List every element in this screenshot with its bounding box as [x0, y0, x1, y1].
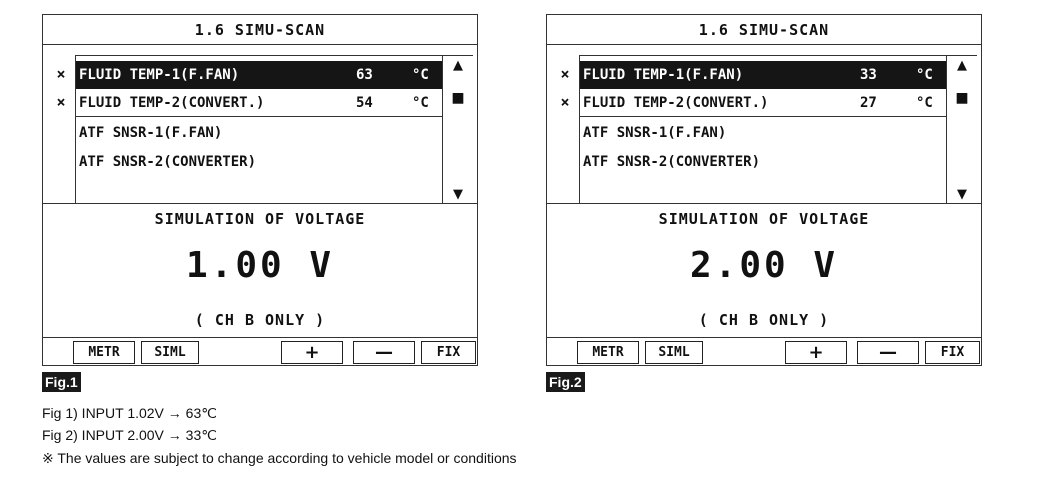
screen-title: 1.6 SIMU-SCAN [43, 15, 477, 45]
scanner-screen-fig2 [546, 14, 982, 366]
increase-button[interactable]: + [281, 341, 343, 364]
screen-title: 1.6 SIMU-SCAN [547, 15, 981, 45]
metr-button[interactable]: METR [577, 341, 639, 364]
list-item-fluid-temp-2[interactable] [580, 89, 946, 117]
list-item-fluid-temp-1[interactable] [76, 61, 442, 89]
scroll-up-icon[interactable]: ▲ [957, 58, 967, 73]
sensor-value: 54 [356, 95, 373, 111]
metr-button[interactable]: METR [73, 341, 135, 364]
sensor-name: ATF SNSR-2(CONVERTER) [79, 154, 257, 170]
selected-mark-icon: × [56, 65, 66, 83]
scrollbar[interactable] [946, 56, 977, 204]
list-item-atf-snsr-2[interactable] [580, 148, 946, 176]
list-item-atf-snsr-1[interactable] [580, 119, 946, 147]
channel-note: ( CH B ONLY ) [194, 311, 326, 329]
sensor-list-area [43, 45, 477, 204]
sensor-name: FLUID TEMP-1(F.FAN) [79, 67, 240, 83]
list-item-fluid-temp-2[interactable] [76, 89, 442, 117]
sensor-name: ATF SNSR-1(F.FAN) [583, 125, 727, 141]
siml-button[interactable]: SIML [141, 341, 199, 364]
sensor-list-area [547, 45, 981, 204]
scroll-thumb-icon[interactable]: ■ [451, 90, 465, 106]
scroll-thumb-icon[interactable]: ■ [955, 90, 969, 106]
sensor-name: FLUID TEMP-2(CONVERT.) [583, 95, 769, 111]
channel-note: ( CH B ONLY ) [698, 311, 830, 329]
list-item-atf-snsr-1[interactable] [76, 119, 442, 147]
scrollbar[interactable] [442, 56, 473, 204]
sensor-unit: °C [412, 67, 429, 83]
list-item-atf-snsr-2[interactable] [76, 148, 442, 176]
sensor-name: FLUID TEMP-2(CONVERT.) [79, 95, 265, 111]
increase-button[interactable]: + [785, 341, 847, 364]
caption-fig1: Fig 1) INPUT 1.02V → 63℃ [42, 405, 217, 421]
simulation-title: SIMULATION OF VOLTAGE [658, 210, 870, 228]
fix-button[interactable]: FIX [925, 341, 980, 364]
figure-label: Fig.1 [42, 372, 81, 392]
function-key-bar [43, 337, 477, 366]
caption-note: ※ The values are subject to change according to vehicle model or conditions [42, 450, 517, 466]
scanner-screen-fig1 [42, 14, 478, 366]
selected-mark-icon: × [560, 65, 570, 83]
sensor-unit: °C [916, 95, 933, 111]
sensor-unit: °C [916, 67, 933, 83]
selected-mark-icon: × [560, 93, 570, 111]
siml-button[interactable]: SIML [645, 341, 703, 364]
voltage-readout: 2.00 V [689, 245, 839, 286]
scroll-down-icon[interactable]: ▼ [957, 187, 967, 202]
voltage-readout: 1.00 V [185, 245, 335, 286]
fix-button[interactable]: FIX [421, 341, 476, 364]
scroll-up-icon[interactable]: ▲ [453, 58, 463, 73]
scroll-down-icon[interactable]: ▼ [453, 187, 463, 202]
sensor-value: 63 [356, 67, 373, 83]
function-key-bar [547, 337, 981, 366]
sensor-value: 33 [860, 67, 877, 83]
figure-label: Fig.2 [546, 372, 585, 392]
sensor-name: ATF SNSR-1(F.FAN) [79, 125, 223, 141]
list-item-fluid-temp-1[interactable] [580, 61, 946, 89]
simulation-title: SIMULATION OF VOLTAGE [154, 210, 366, 228]
decrease-button[interactable]: — [353, 341, 415, 364]
selected-mark-icon: × [56, 93, 66, 111]
sensor-name: ATF SNSR-2(CONVERTER) [583, 154, 761, 170]
sensor-list [579, 55, 977, 203]
sensor-list [75, 55, 473, 203]
sensor-name: FLUID TEMP-1(F.FAN) [583, 67, 744, 83]
decrease-button[interactable]: — [857, 341, 919, 364]
sensor-unit: °C [412, 95, 429, 111]
sensor-value: 27 [860, 95, 877, 111]
caption-fig2: Fig 2) INPUT 2.00V → 33℃ [42, 427, 217, 443]
